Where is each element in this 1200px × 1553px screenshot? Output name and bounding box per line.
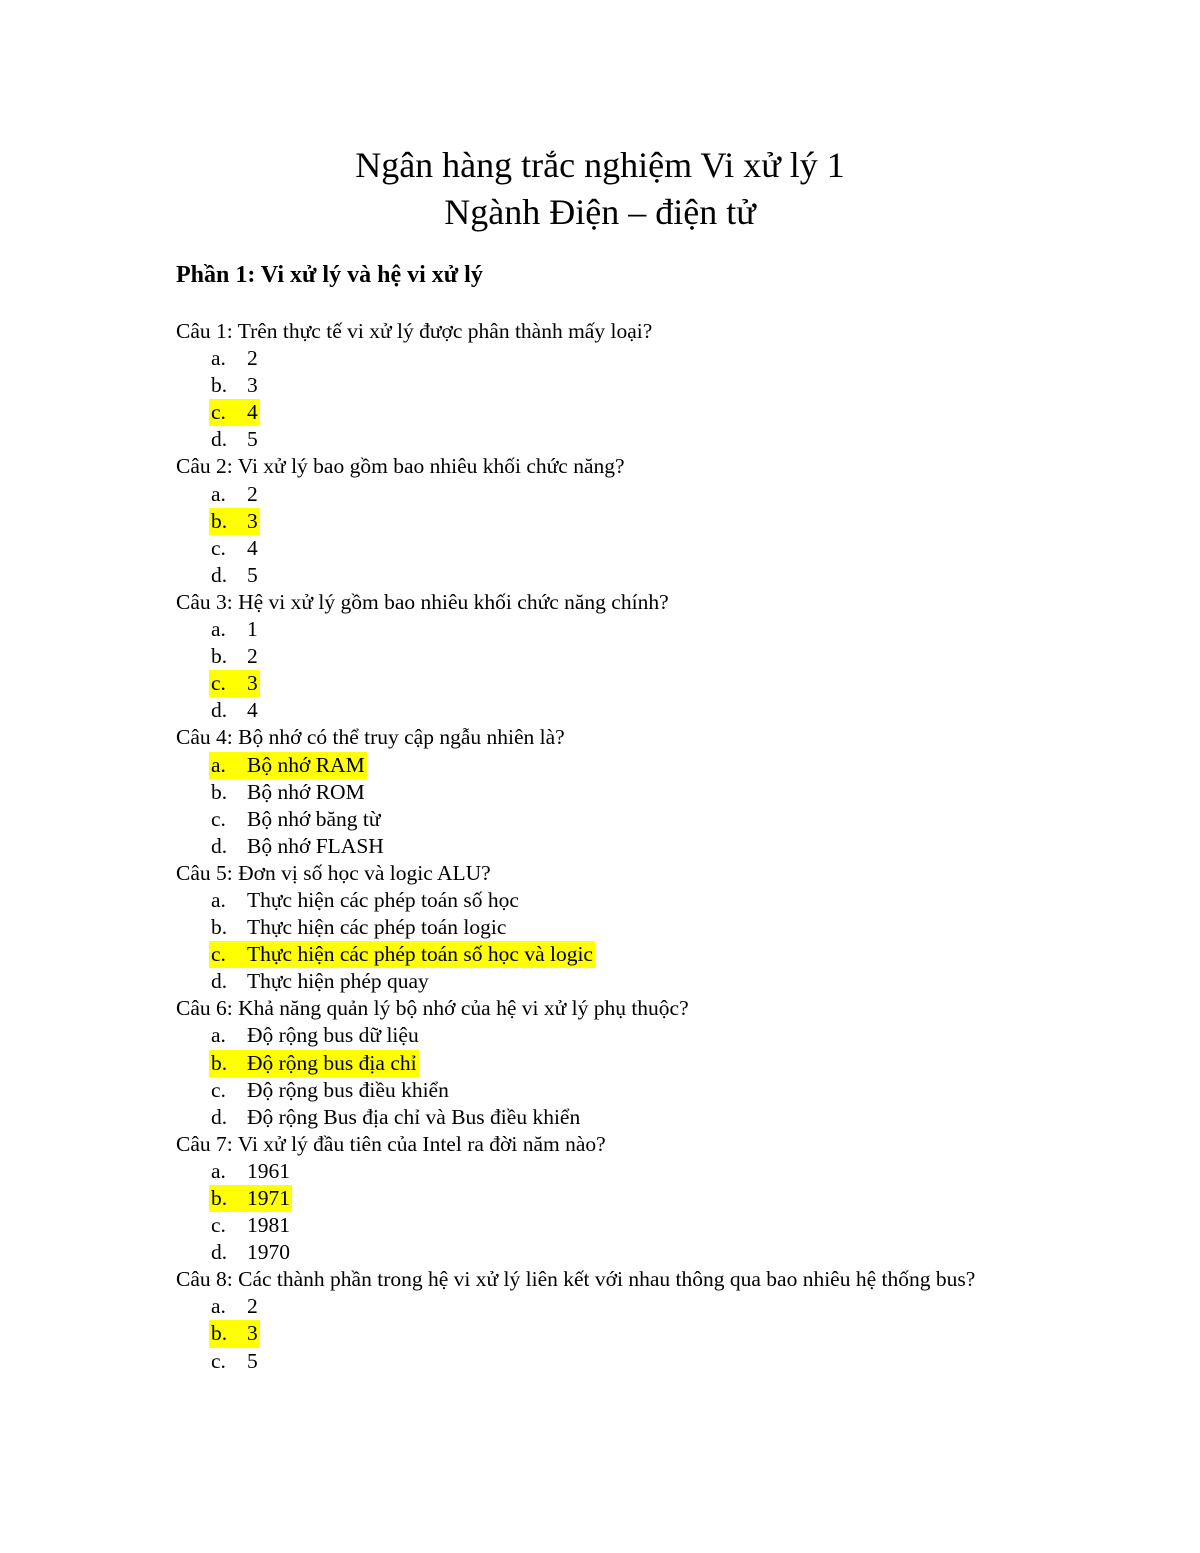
answer-body bbox=[209, 1212, 292, 1239]
answer-letter: c. bbox=[211, 1348, 226, 1373]
answer-letter: b. bbox=[211, 779, 228, 804]
answer-option bbox=[176, 697, 1036, 724]
answer-option bbox=[176, 1158, 1036, 1185]
answer-option bbox=[176, 833, 1036, 860]
question-text: Câu 4: Bộ nhớ có thể truy cập ngẫu nhiên là? bbox=[176, 725, 565, 750]
answer-option bbox=[176, 914, 1036, 941]
answer-option bbox=[176, 1077, 1036, 1104]
answer-body bbox=[209, 887, 521, 914]
answer-letter: c. bbox=[211, 1213, 226, 1238]
answer-letter: c. bbox=[211, 942, 226, 967]
answer-body bbox=[209, 616, 260, 643]
answer-highlight bbox=[209, 1050, 419, 1077]
answer-body bbox=[209, 1022, 421, 1049]
answer-text: Độ rộng Bus địa chỉ và Bus điều khiển bbox=[247, 1104, 581, 1129]
answer-letter: b. bbox=[211, 373, 228, 398]
answer-letter: c. bbox=[211, 400, 226, 425]
answer-body bbox=[209, 1293, 260, 1320]
answer-option bbox=[176, 806, 1036, 833]
answer-text: Bộ nhớ băng từ bbox=[247, 806, 381, 831]
answer-option bbox=[176, 1293, 1036, 1320]
answer-option bbox=[176, 535, 1036, 562]
answer-text: 2 bbox=[247, 1294, 258, 1319]
answer-text: Thực hiện các phép toán số học và logic bbox=[247, 942, 593, 967]
answer-option bbox=[176, 643, 1036, 670]
question-text: Câu 8: Các thành phần trong hệ vi xử lý liên kết với nhau thông qua bao nhiêu hệ thống bus? bbox=[176, 1267, 976, 1292]
answer-option bbox=[176, 616, 1036, 643]
question-text: Câu 3: Hệ vi xử lý gồm bao nhiêu khối chức năng chính? bbox=[176, 589, 669, 614]
answer-text: 5 bbox=[247, 562, 258, 587]
question-block bbox=[176, 860, 1036, 995]
question-text: Câu 2: Vi xử lý bao gồm bao nhiêu khối chức năng? bbox=[176, 454, 625, 479]
answer-body bbox=[209, 345, 260, 372]
answer-text: 1961 bbox=[247, 1158, 290, 1183]
question-text: Câu 1: Trên thực tế vi xử lý được phân thành mấy loại? bbox=[176, 319, 653, 343]
answer-text: 1 bbox=[247, 617, 258, 642]
answer-body bbox=[209, 697, 260, 724]
answer-option bbox=[176, 1348, 1036, 1375]
answer-letter: c. bbox=[211, 806, 226, 831]
answer-text: 1971 bbox=[247, 1186, 290, 1210]
answer-body bbox=[209, 1239, 292, 1266]
answer-option bbox=[176, 345, 1036, 372]
answer-option-correct bbox=[176, 1320, 1036, 1347]
answer-text: 4 bbox=[247, 698, 258, 723]
answer-body bbox=[209, 1104, 582, 1131]
answer-body bbox=[209, 372, 260, 399]
answer-letter: d. bbox=[211, 969, 228, 994]
answer-body bbox=[209, 833, 386, 860]
answer-option-correct bbox=[176, 1185, 1036, 1212]
answer-body bbox=[209, 1158, 292, 1185]
answer-text: 2 bbox=[247, 481, 258, 506]
answer-letter: d. bbox=[211, 833, 228, 858]
answer-option-correct bbox=[176, 1050, 1036, 1077]
answer-text: Độ rộng bus địa chỉ bbox=[247, 1050, 417, 1075]
answer-body bbox=[209, 562, 260, 589]
question-block bbox=[176, 453, 1036, 588]
answer-body bbox=[209, 426, 260, 453]
answer-text: 3 bbox=[247, 508, 258, 533]
question-list bbox=[176, 318, 1036, 1375]
question-text: Câu 6: Khả năng quản lý bộ nhớ của hệ vi xử lý phụ thuộc? bbox=[176, 996, 689, 1021]
answer-letter: a. bbox=[211, 1023, 226, 1048]
answer-option bbox=[176, 562, 1036, 589]
answer-highlight bbox=[209, 941, 595, 968]
answer-option-correct bbox=[176, 752, 1036, 779]
answer-letter: d. bbox=[211, 1104, 228, 1129]
answer-list bbox=[176, 752, 1036, 860]
answer-text: Độ rộng bus điều khiển bbox=[247, 1077, 449, 1102]
answer-option bbox=[176, 779, 1036, 806]
answer-text: 2 bbox=[247, 644, 258, 669]
answer-body bbox=[209, 806, 383, 833]
answer-highlight bbox=[209, 1320, 260, 1347]
answer-letter: a. bbox=[211, 1158, 226, 1183]
answer-list bbox=[176, 481, 1036, 589]
question-text: Câu 5: Đơn vị số học và logic ALU? bbox=[176, 860, 491, 885]
answer-text: 3 bbox=[247, 373, 258, 398]
answer-letter: c. bbox=[211, 671, 226, 696]
answer-option bbox=[176, 1212, 1036, 1239]
answer-option bbox=[176, 1022, 1036, 1049]
answer-option bbox=[176, 426, 1036, 453]
answer-option bbox=[176, 372, 1036, 399]
answer-letter: b. bbox=[211, 508, 228, 533]
answer-text: 1981 bbox=[247, 1213, 290, 1238]
answer-letter: b. bbox=[211, 1186, 228, 1210]
answer-letter: c. bbox=[211, 535, 226, 560]
question-block bbox=[176, 1131, 1036, 1266]
answer-body bbox=[209, 968, 431, 995]
question-block bbox=[176, 589, 1036, 724]
answer-text: Bộ nhớ RAM bbox=[247, 752, 365, 777]
answer-highlight bbox=[209, 670, 260, 697]
answer-list bbox=[176, 345, 1036, 453]
answer-text: 4 bbox=[247, 400, 258, 425]
answer-option bbox=[176, 481, 1036, 508]
answer-letter: b. bbox=[211, 915, 228, 940]
answer-letter: d. bbox=[211, 1240, 228, 1265]
answer-letter: b. bbox=[211, 1321, 228, 1346]
answer-option-correct bbox=[176, 508, 1036, 535]
answer-text: 4 bbox=[247, 535, 258, 560]
answer-letter: a. bbox=[211, 617, 226, 642]
section-heading: Phần 1: Vi xử lý và hệ vi xử lý bbox=[176, 262, 483, 288]
answer-letter: a. bbox=[211, 1294, 226, 1319]
answer-option bbox=[176, 887, 1036, 914]
answer-letter: a. bbox=[211, 346, 226, 371]
answer-body bbox=[209, 779, 367, 806]
answer-letter: d. bbox=[211, 427, 228, 452]
answer-text: 1970 bbox=[247, 1240, 290, 1265]
question-block bbox=[176, 724, 1036, 859]
answer-letter: a. bbox=[211, 752, 226, 777]
answer-highlight bbox=[209, 1185, 292, 1212]
answer-letter: b. bbox=[211, 1050, 228, 1075]
answer-text: 5 bbox=[247, 1348, 258, 1373]
answer-body bbox=[209, 914, 508, 941]
answer-body bbox=[209, 643, 260, 670]
answer-letter: d. bbox=[211, 698, 228, 723]
answer-option-correct bbox=[176, 670, 1036, 697]
question-block bbox=[176, 1266, 1036, 1374]
answer-option bbox=[176, 1104, 1036, 1131]
answer-option bbox=[176, 1239, 1036, 1266]
answer-list bbox=[176, 616, 1036, 724]
answer-list bbox=[176, 1158, 1036, 1266]
answer-text: 3 bbox=[247, 1321, 258, 1346]
document-subtitle: Ngành Điện – điện tử bbox=[444, 192, 756, 232]
answer-text: 3 bbox=[247, 671, 258, 696]
answer-text: Thực hiện phép quay bbox=[247, 969, 429, 994]
answer-letter: a. bbox=[211, 887, 226, 912]
answer-list bbox=[176, 1293, 1036, 1374]
answer-text: Thực hiện các phép toán số học bbox=[247, 887, 519, 912]
answer-text: Bộ nhớ FLASH bbox=[247, 833, 384, 858]
question-block bbox=[176, 318, 1036, 453]
answer-option bbox=[176, 968, 1036, 995]
question-text: Câu 7: Vi xử lý đầu tiên của Intel ra đời năm nào? bbox=[176, 1131, 606, 1156]
answer-body bbox=[209, 1348, 260, 1375]
answer-list bbox=[176, 1022, 1036, 1130]
answer-text: Thực hiện các phép toán logic bbox=[247, 915, 507, 940]
answer-letter: d. bbox=[211, 562, 228, 587]
answer-text: 5 bbox=[247, 427, 258, 452]
answer-body bbox=[209, 1077, 451, 1104]
answer-text: Bộ nhớ ROM bbox=[247, 779, 365, 804]
answer-letter: c. bbox=[211, 1077, 226, 1102]
answer-highlight bbox=[209, 399, 260, 426]
answer-body bbox=[209, 481, 260, 508]
answer-letter: b. bbox=[211, 644, 228, 669]
document-title: Ngân hàng trắc nghiệm Vi xử lý 1 bbox=[355, 145, 845, 185]
question-block bbox=[176, 995, 1036, 1130]
answer-text: Độ rộng bus dữ liệu bbox=[247, 1023, 419, 1048]
answer-letter: a. bbox=[211, 481, 226, 506]
answer-highlight bbox=[209, 752, 367, 779]
answer-body bbox=[209, 535, 260, 562]
answer-highlight bbox=[209, 508, 260, 535]
answer-list bbox=[176, 887, 1036, 995]
answer-option-correct bbox=[176, 941, 1036, 968]
answer-text: 2 bbox=[247, 346, 258, 371]
answer-option-correct bbox=[176, 399, 1036, 426]
